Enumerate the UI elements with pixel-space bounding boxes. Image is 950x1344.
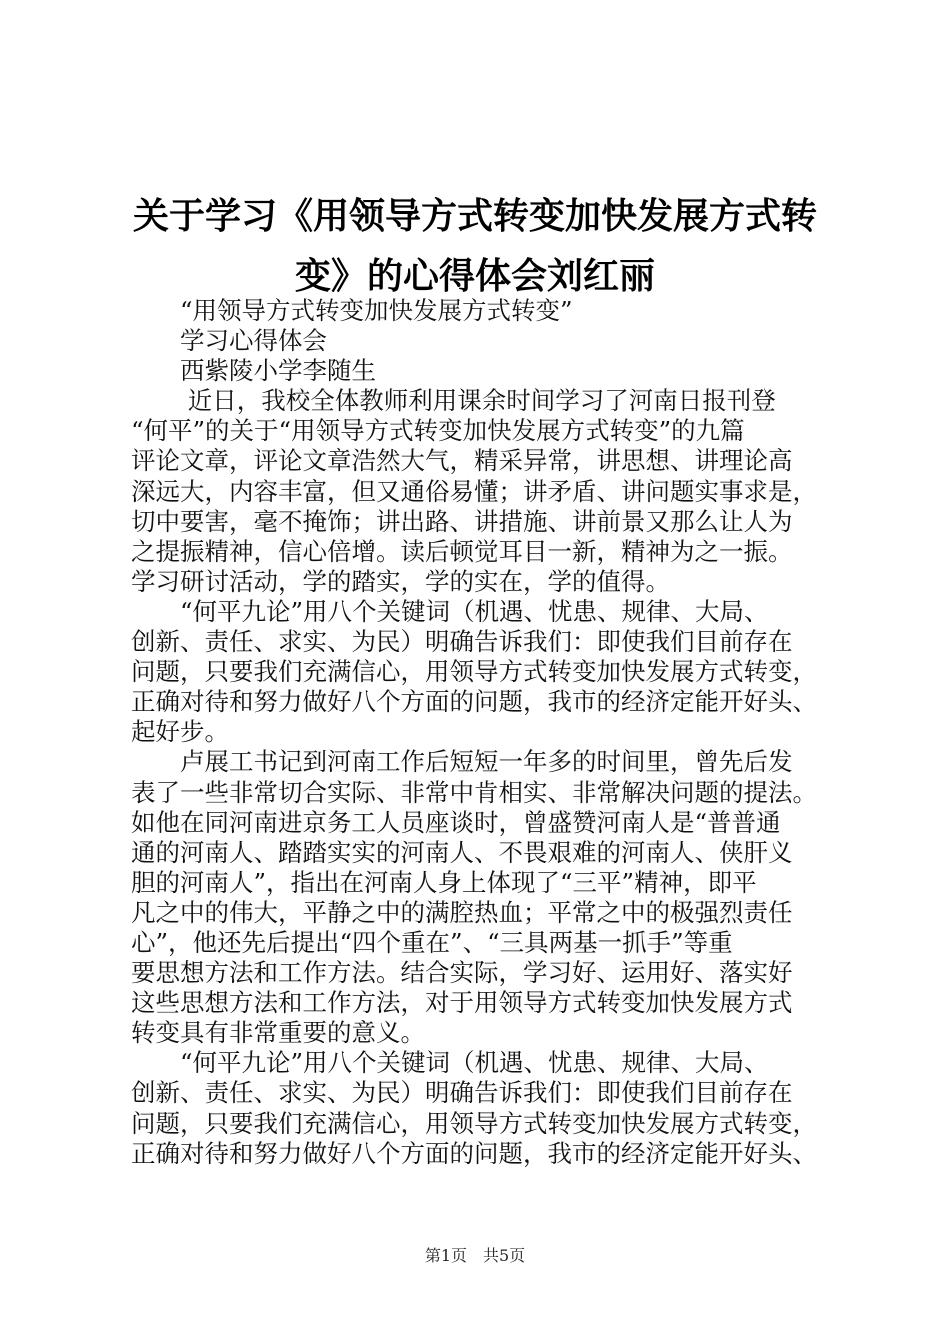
body-line: 这些思想方法和工作方法，对于用领导方式转变加快发展方式 <box>131 988 793 1018</box>
body-line: 创新、责任、求实、为民）明确告诉我们：即使我们目前存在 <box>131 1078 793 1108</box>
body-line: 要思想方法和工作方法。结合实际，学习好、运用好、落实好 <box>131 958 793 988</box>
body-line: 如他在同河南进京务工人员座谈时，曾盛赞河南人是“普普通 <box>131 807 781 837</box>
body-line: 近日，我校全体教师利用课余时间学习了河南日报刊登 <box>131 386 776 416</box>
body-line: 西紫陵小学李随生 <box>131 356 376 386</box>
body-line: 问题，只要我们充满信心，用领导方式转变加快发展方式转变， <box>131 657 817 687</box>
document-title <box>60 186 890 306</box>
body-line: “用领导方式转变加快发展方式转变” <box>131 296 573 325</box>
page-footer: 第1页 共5页 <box>424 1246 526 1265</box>
title-line-1: 关于学习《用领导方式转变加快发展方式转 <box>132 195 817 237</box>
body-line: “何平”的关于“用领导方式转变加快发展方式转变”的九篇 <box>131 416 745 446</box>
body-line: 创新、责任、求实、为民）明确告诉我们：即使我们目前存在 <box>131 627 793 657</box>
body-line: 凡之中的伟大，平静之中的满腔热血；平常之中的极强烈责任 <box>131 897 793 927</box>
body-line: 之提振精神，信心倍增。读后顿觉耳目一新，精神为之一振。 <box>131 536 793 566</box>
body-line: 问题，只要我们充满信心，用领导方式转变加快发展方式转变， <box>131 1108 817 1138</box>
body-line: 卢展工书记到河南工作后短短一年多的时间里，曾先后发 <box>131 747 793 777</box>
document-body <box>131 296 831 1169</box>
body-line: 转变具有非常重要的意义。 <box>131 1018 425 1048</box>
body-line: 胆的河南人”，指出在河南人身上体现了“三平”精神，即平 <box>131 867 757 897</box>
body-line: 正确对待和努力做好八个方面的问题，我市的经济定能开好头、 <box>131 1138 817 1168</box>
body-line: “何平九论”用八个关键词（机遇、忧患、规律、大局、 <box>131 596 769 626</box>
body-line: 心”，他还先后提出“四个重在”、“三具两基一抓手”等重 <box>131 927 733 957</box>
body-line: 学习研讨活动，学的踏实，学的实在，学的值得。 <box>131 566 670 596</box>
body-line: 切中要害，毫不掩饰；讲出路、讲措施、讲前景又那么让人为 <box>131 506 793 536</box>
body-line: 评论文章，评论文章浩然大气，精采异常，讲思想、讲理论高 <box>131 446 793 476</box>
body-line: 通的河南人、踏踏实实的河南人、不畏艰难的河南人、侠肝义 <box>131 837 793 867</box>
title-line-2: 变》的心得体会刘红丽 <box>294 255 655 297</box>
body-line: 正确对待和努力做好八个方面的问题，我市的经济定能开好头、 <box>131 687 817 717</box>
body-line: 起好步。 <box>131 717 229 747</box>
body-line: “何平九论”用八个关键词（机遇、忧患、规律、大局、 <box>131 1048 769 1078</box>
body-line: 学习心得体会 <box>131 326 327 356</box>
body-line: 深远大，内容丰富，但又通俗易懂；讲矛盾、讲问题实事求是， <box>131 476 817 506</box>
body-line: 表了一些非常切合实际、非常中肯相实、非常解决问题的提法。 <box>131 777 817 807</box>
